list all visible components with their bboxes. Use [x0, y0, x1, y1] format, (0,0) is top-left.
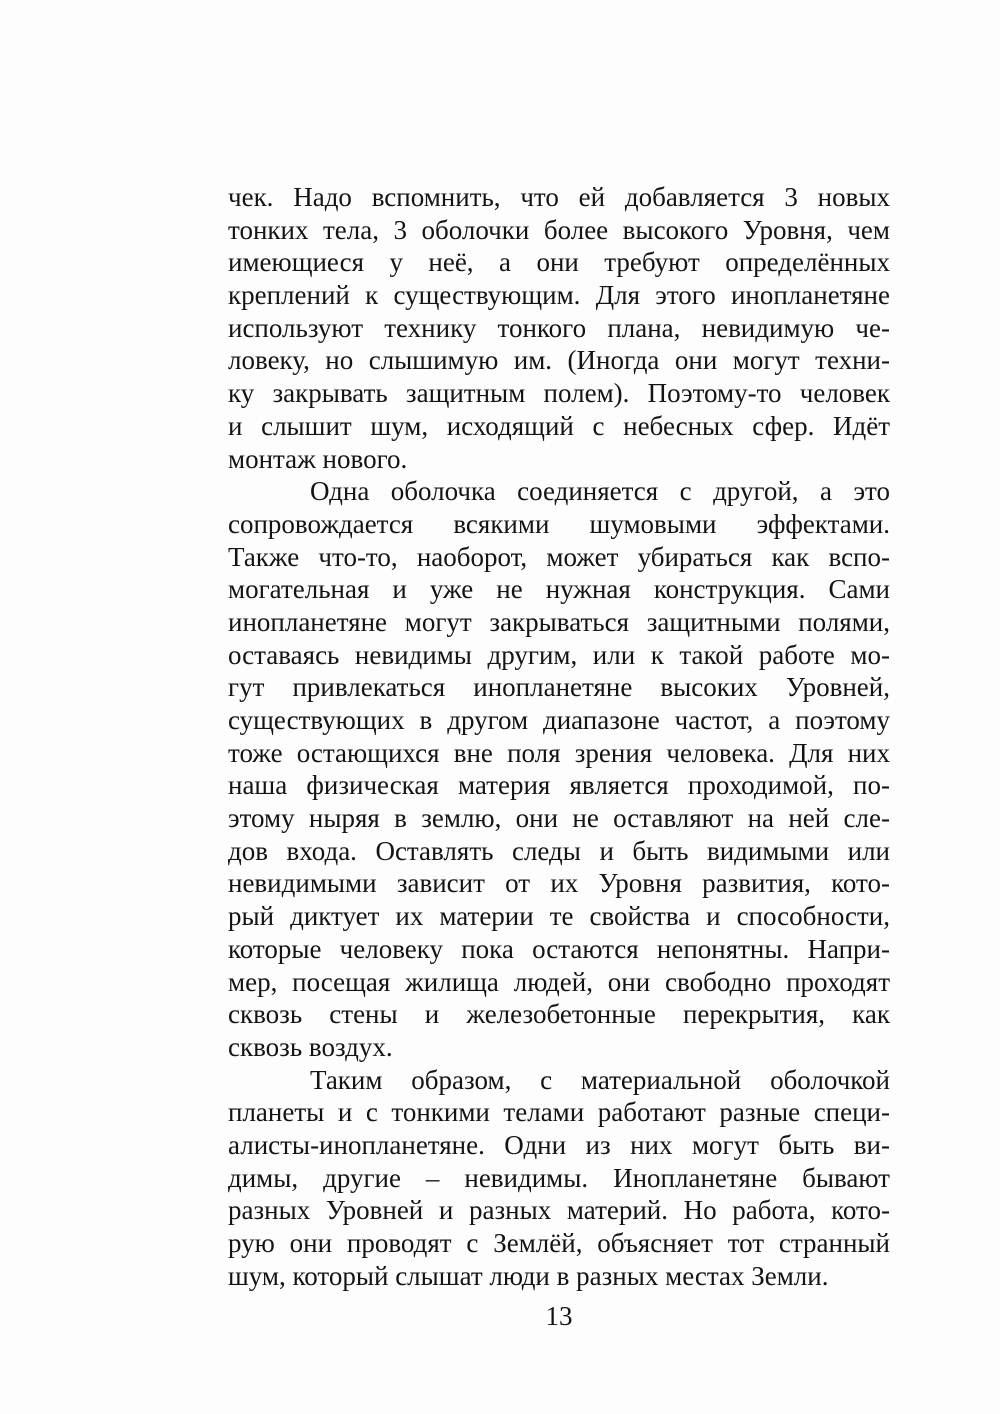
text-line: и слышит шум, исходящий с небесных сфер. Идёт: [228, 410, 890, 441]
text-line: сопровождается всякими шумовыми эффектами.: [228, 508, 890, 539]
text-line: которые человеку пока остаются непонятны. Напри-: [228, 933, 890, 964]
text-line: креплений к существующим. Для этого инопланетяне: [228, 280, 890, 311]
text-line: рый диктует их материи те свойства и способности,: [228, 901, 890, 932]
text-line: сквозь воздух.: [228, 1031, 393, 1062]
text-line: разных Уровней и разных материй. Но работа, кото-: [228, 1195, 890, 1226]
text-line: тоже остающихся вне поля зрения человека. Для них: [228, 737, 890, 768]
text-line: планеты и с тонкими телами работают разные специ-: [228, 1097, 890, 1128]
text-line: имеющиеся у неё, а они требуют определённых: [228, 247, 890, 278]
text-line: ловеку, но слышимую им. (Иногда они могут техни-: [228, 345, 890, 376]
text-line: Таким образом, с материальной оболочкой: [310, 1064, 890, 1095]
text-line: тонких тела, 3 оболочки более высокого Уровня, чем: [228, 214, 890, 245]
text-line: димы, другие – невидимы. Инопланетяне бывают: [228, 1162, 890, 1193]
body-text: [228, 181, 890, 1292]
text-line: гут привлекаться инопланетяне высоких Уровней,: [228, 672, 890, 703]
paragraph: [228, 475, 890, 1063]
text-line: Одна оболочка соединяется с другой, а это: [310, 476, 890, 507]
text-line: шум, который слышат люди в разных местах Земли.: [228, 1260, 829, 1291]
text-line: существующих в другом диапазоне частот, а поэтому: [228, 705, 890, 735]
text-line: алисты-инопланетяне. Одни из них могут быть ви-: [228, 1129, 890, 1160]
text-line: используют технику тонкого плана, невидимую че-: [228, 312, 890, 343]
text-line: дов входа. Оставлять следы и быть видимыми или: [228, 835, 890, 866]
text-line: Также что-то, наоборот, может убираться как вспо-: [228, 541, 890, 572]
text-line: невидимыми зависит от их Уровня развития, кото-: [228, 868, 890, 899]
text-line: наша физическая материя является проходимой, по-: [228, 770, 890, 801]
text-line: этому ныряя в землю, они не оставляют на ней сле-: [228, 803, 890, 834]
paragraph: [228, 181, 890, 475]
paragraph: [228, 1064, 890, 1293]
text-line: оставаясь невидимы другим, или к такой работе мо-: [228, 639, 890, 670]
page-number: 13: [545, 1301, 573, 1331]
text-line: рую они проводят с Землёй, объясняет тот странный: [228, 1228, 890, 1258]
text-line: сквозь стены и железобетонные перекрытия, как: [228, 999, 890, 1030]
text-line: могательная и уже не нужная конструкция. Сами: [228, 574, 890, 605]
text-line: монтаж нового.: [228, 443, 408, 474]
text-line: чек. Надо вспомнить, что ей добавляется 3 новых: [228, 182, 890, 212]
text-line: ку закрывать защитным полем). Поэтому-то человек: [228, 378, 890, 409]
text-line: мер, посещая жилища людей, они свободно проходят: [228, 966, 890, 997]
text-line: инопланетяне могут закрываться защитными полями,: [228, 606, 890, 637]
